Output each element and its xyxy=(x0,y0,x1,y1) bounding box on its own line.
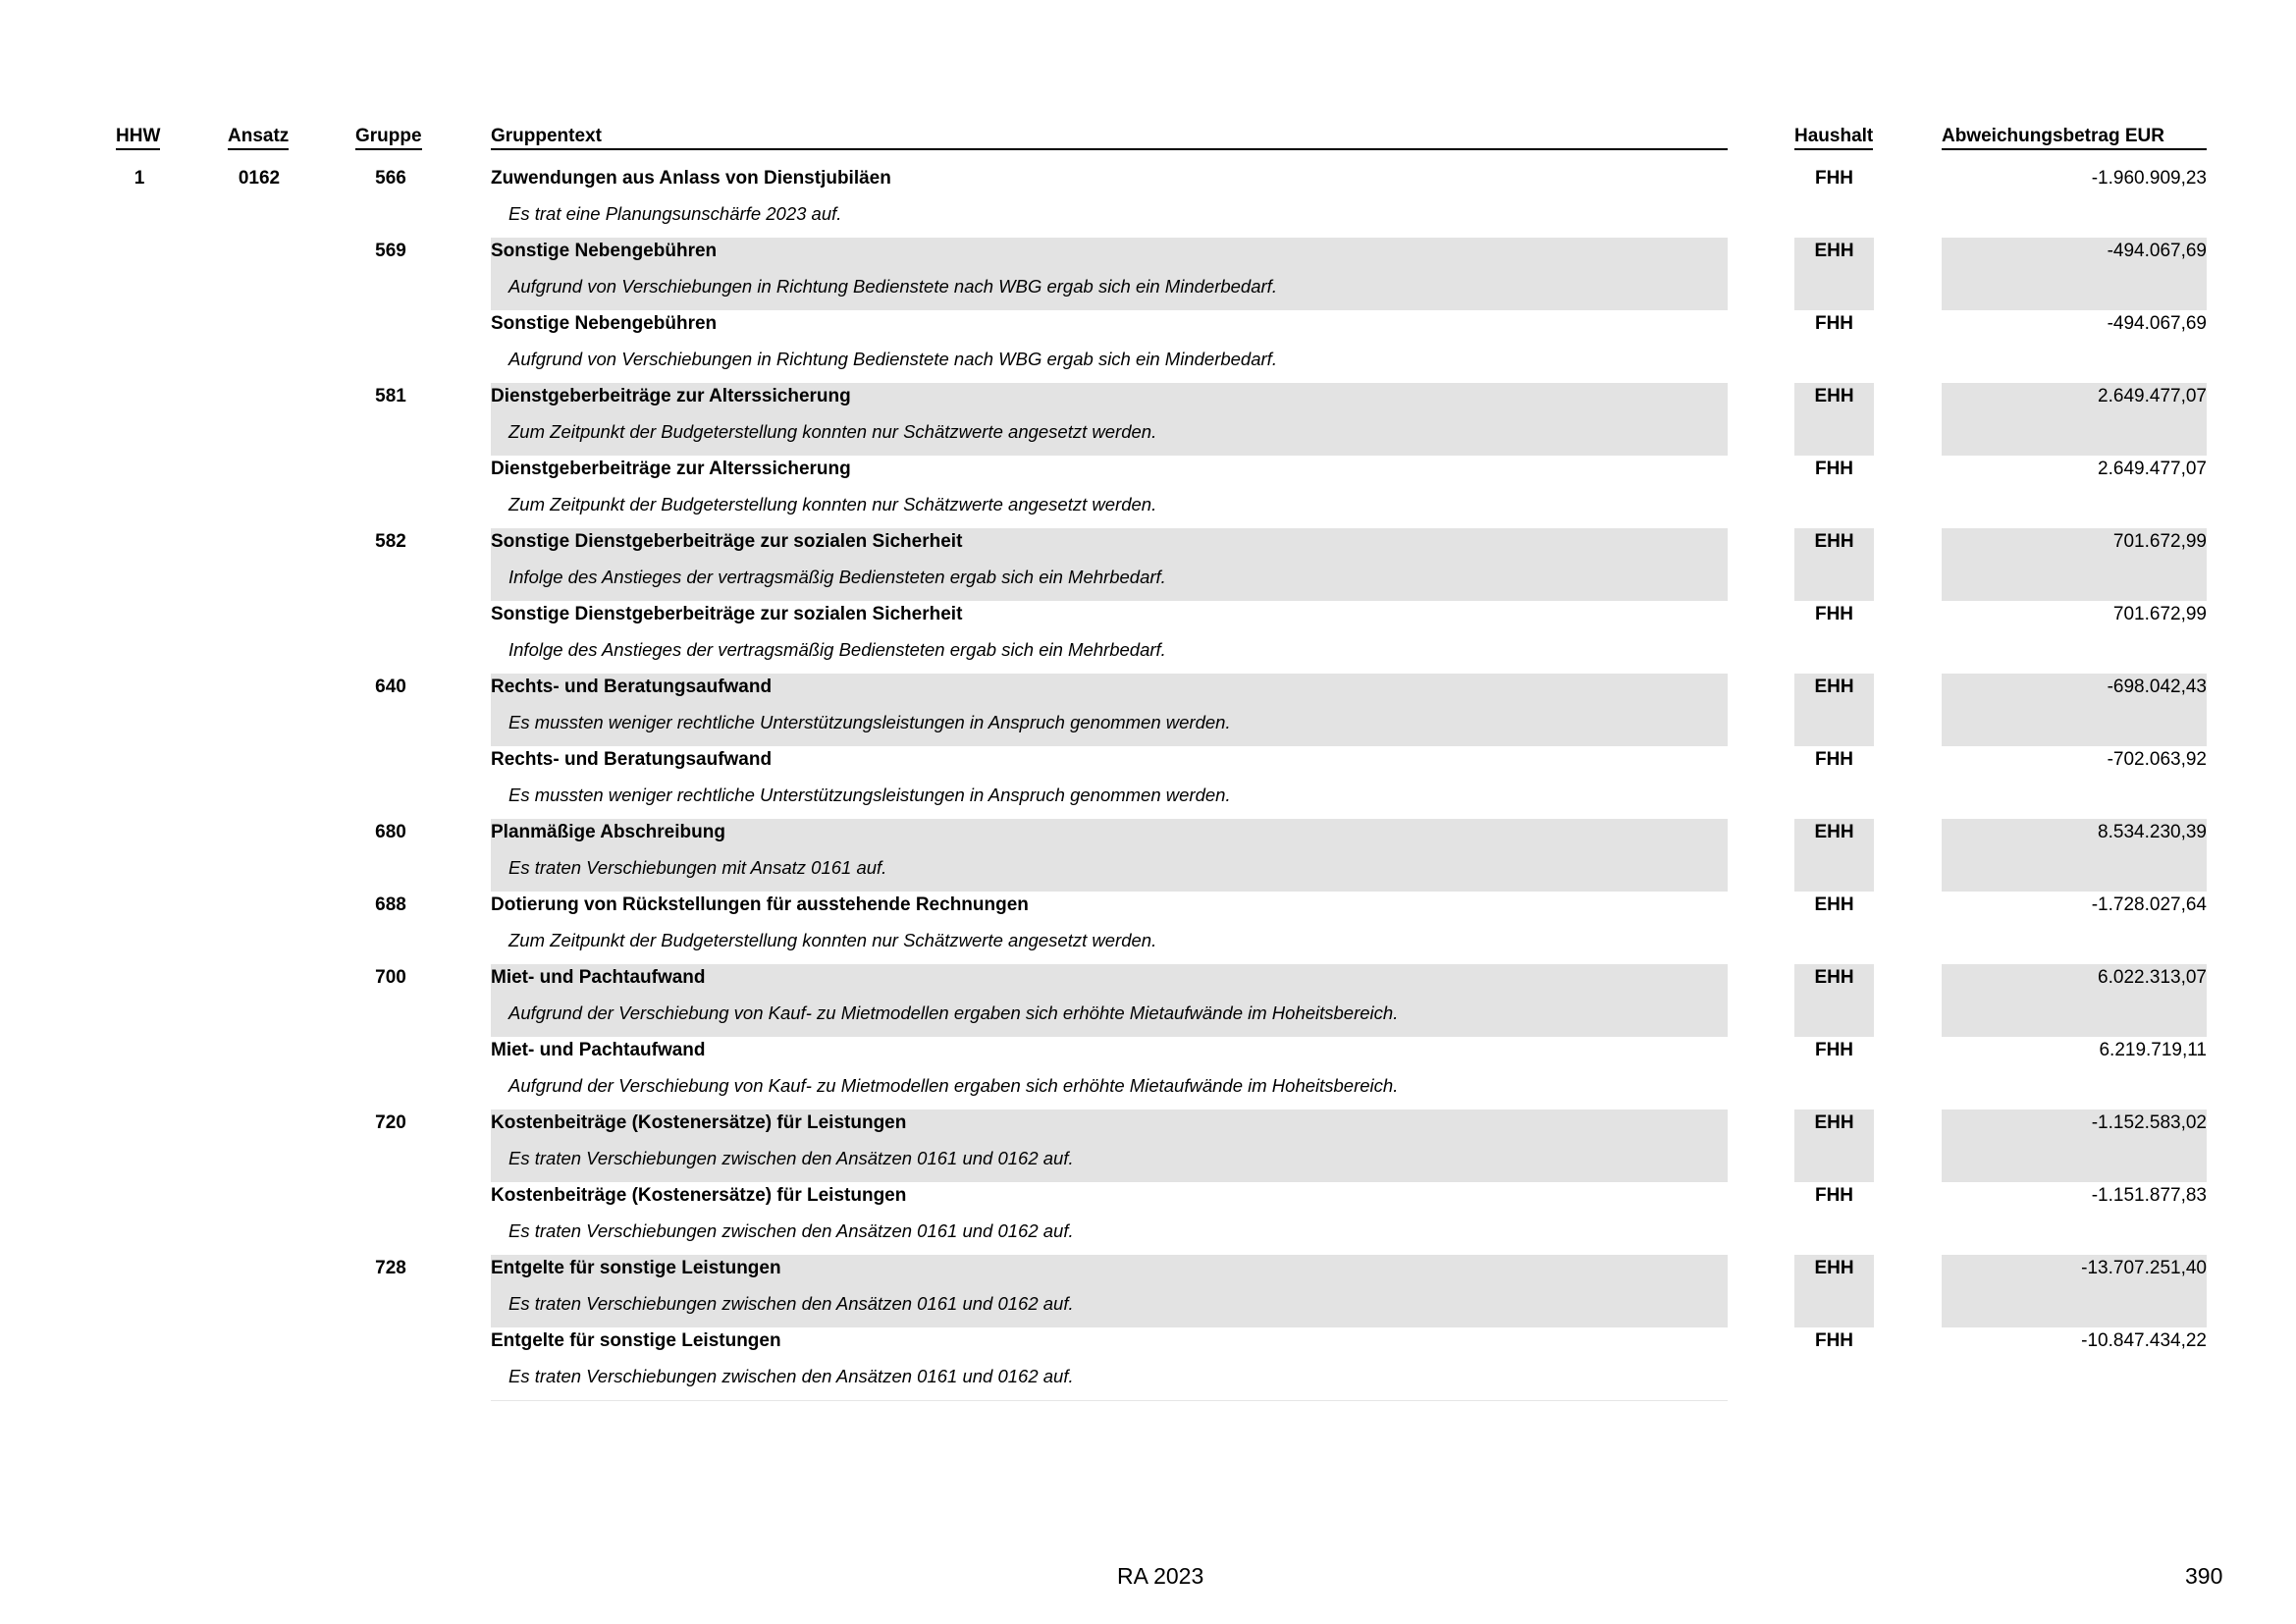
cell-ansatz xyxy=(210,746,308,819)
cell-hhw xyxy=(98,746,181,819)
cell-gruppe: 728 xyxy=(375,1258,406,1278)
cell-abweichungsbetrag: -1.728.027,64 xyxy=(2091,894,2207,915)
cell-ansatz xyxy=(210,674,308,746)
cell-haushalt: EHH xyxy=(1814,1112,1854,1133)
table-row xyxy=(0,601,2296,674)
cell-haushalt: EHH xyxy=(1814,386,1854,406)
cell-gruppe: 566 xyxy=(375,168,406,189)
cell-abweichungsbetrag: -10.847.434,22 xyxy=(2081,1330,2207,1351)
table-end-rule xyxy=(491,1400,1728,1401)
cell-gruppentext: Dienstgeberbeiträge zur Alterssicherung xyxy=(491,386,851,406)
cell-gruppe xyxy=(342,1327,440,1400)
header-hhw: HHW xyxy=(116,126,160,150)
cell-abweichungsbetrag: 6.022.313,07 xyxy=(2098,967,2207,988)
cell-haushalt: EHH xyxy=(1814,241,1854,261)
cell-hhw xyxy=(98,601,181,674)
table-row xyxy=(0,674,2296,746)
cell-explanation: Es mussten weniger rechtliche Unterstützungsleistungen in Anspruch genommen werden. xyxy=(508,785,1231,805)
cell-ansatz xyxy=(210,1110,308,1182)
cell-haushalt: FHH xyxy=(1814,1330,1854,1351)
cell-haushalt: EHH xyxy=(1814,677,1854,697)
cell-abweichungsbetrag: 2.649.477,07 xyxy=(2098,459,2207,479)
cell-gruppe xyxy=(342,310,440,383)
cell-explanation: Es traten Verschiebungen zwischen den Ansätzen 0161 und 0162 auf. xyxy=(508,1293,1074,1314)
cell-hhw: 1 xyxy=(133,168,145,189)
table-row xyxy=(0,238,2296,310)
table-row xyxy=(0,746,2296,819)
cell-gruppentext: Kostenbeiträge (Kostenersätze) für Leistungen xyxy=(491,1112,907,1133)
cell-hhw xyxy=(98,383,181,456)
cell-gruppentext: Sonstige Nebengebühren xyxy=(491,241,718,261)
cell-hhw xyxy=(98,674,181,746)
table-row xyxy=(0,456,2296,528)
cell-explanation: Infolge des Anstieges der vertragsmäßig Bediensteten ergab sich ein Mehrbedarf. xyxy=(508,567,1166,587)
cell-explanation: Es traten Verschiebungen zwischen den Ansätzen 0161 und 0162 auf. xyxy=(508,1220,1074,1241)
cell-explanation: Aufgrund von Verschiebungen in Richtung Bedienstete nach WBG ergab sich ein Minderbedarf. xyxy=(508,276,1277,297)
cell-gruppe xyxy=(342,456,440,528)
cell-gruppentext: Zuwendungen aus Anlass von Dienstjubiläen xyxy=(491,168,891,189)
cell-explanation: Zum Zeitpunkt der Budgeterstellung konnten nur Schätzwerte angesetzt werden. xyxy=(508,930,1157,950)
cell-hhw xyxy=(98,528,181,601)
cell-gruppe: 582 xyxy=(375,531,406,552)
cell-ansatz: 0162 xyxy=(238,168,281,189)
cell-abweichungsbetrag: -1.152.583,02 xyxy=(2091,1112,2207,1133)
cell-ansatz xyxy=(210,819,308,892)
header-ansatz: Ansatz xyxy=(228,126,289,150)
cell-ansatz xyxy=(210,528,308,601)
table-row xyxy=(0,1037,2296,1110)
cell-ansatz xyxy=(210,964,308,1037)
cell-hhw xyxy=(98,1182,181,1255)
cell-abweichungsbetrag: -698.042,43 xyxy=(2107,677,2207,697)
cell-gruppe xyxy=(342,1037,440,1110)
cell-abweichungsbetrag: -13.707.251,40 xyxy=(2081,1258,2207,1278)
table-row xyxy=(0,1110,2296,1182)
cell-haushalt: FHH xyxy=(1814,1185,1854,1206)
cell-ansatz xyxy=(210,1182,308,1255)
cell-abweichungsbetrag: 701.672,99 xyxy=(2112,531,2207,552)
cell-explanation: Es trat eine Planungsunschärfe 2023 auf. xyxy=(508,203,842,224)
cell-explanation: Infolge des Anstieges der vertragsmäßig Bediensteten ergab sich ein Mehrbedarf. xyxy=(508,639,1166,660)
page-number: 390 xyxy=(2185,1563,2223,1589)
cell-abweichungsbetrag: -1.151.877,83 xyxy=(2091,1185,2207,1206)
cell-haushalt: FHH xyxy=(1814,1040,1854,1060)
cell-gruppentext: Rechts- und Beratungsaufwand xyxy=(491,677,773,697)
cell-gruppe: 581 xyxy=(375,386,406,406)
cell-hhw xyxy=(98,1037,181,1110)
cell-ansatz xyxy=(210,383,308,456)
cell-gruppe xyxy=(342,746,440,819)
cell-gruppentext: Rechts- und Beratungsaufwand xyxy=(491,749,773,770)
table-row xyxy=(0,1255,2296,1327)
header-gruppentext: Gruppentext xyxy=(491,126,1728,150)
table-row xyxy=(0,892,2296,964)
cell-gruppentext: Sonstige Dienstgeberbeiträge zur sozialen Sicherheit xyxy=(491,531,963,552)
table-row xyxy=(0,1182,2296,1255)
cell-explanation: Aufgrund der Verschiebung von Kauf- zu Mietmodellen ergaben sich erhöhte Mietaufwände im Hoheitsbereich. xyxy=(508,1075,1399,1096)
cell-gruppe: 640 xyxy=(375,677,406,697)
cell-gruppentext: Kostenbeiträge (Kostenersätze) für Leistungen xyxy=(491,1185,907,1206)
cell-ansatz xyxy=(210,1037,308,1110)
cell-abweichungsbetrag: -1.960.909,23 xyxy=(2091,168,2207,189)
table-row xyxy=(0,819,2296,892)
cell-hhw xyxy=(98,892,181,964)
cell-gruppentext: Sonstige Dienstgeberbeiträge zur sozialen Sicherheit xyxy=(491,604,963,624)
cell-abweichungsbetrag: 6.219.719,11 xyxy=(2099,1040,2207,1060)
cell-haushalt: FHH xyxy=(1814,459,1854,479)
cell-hhw xyxy=(98,238,181,310)
header-abweichungsbetrag: Abweichungsbetrag EUR xyxy=(1942,126,2207,150)
header-gruppe: Gruppe xyxy=(355,126,422,150)
cell-gruppe xyxy=(342,1182,440,1255)
cell-explanation: Es traten Verschiebungen zwischen den Ansätzen 0161 und 0162 auf. xyxy=(508,1366,1074,1386)
table-row xyxy=(0,310,2296,383)
cell-explanation: Zum Zeitpunkt der Budgeterstellung konnten nur Schätzwerte angesetzt werden. xyxy=(508,421,1157,442)
cell-explanation: Es traten Verschiebungen zwischen den Ansätzen 0161 und 0162 auf. xyxy=(508,1148,1074,1168)
cell-gruppentext: Sonstige Nebengebühren xyxy=(491,313,718,334)
cell-hhw xyxy=(98,1255,181,1327)
table-row xyxy=(0,528,2296,601)
cell-gruppentext: Entgelte für sonstige Leistungen xyxy=(491,1258,781,1278)
cell-gruppentext: Dotierung von Rückstellungen für ausstehende Rechnungen xyxy=(491,894,1029,915)
cell-haushalt: EHH xyxy=(1814,822,1854,842)
cell-ansatz xyxy=(210,892,308,964)
cell-gruppe: 720 xyxy=(375,1112,406,1133)
cell-explanation: Aufgrund der Verschiebung von Kauf- zu Mietmodellen ergaben sich erhöhte Mietaufwände im Hoheitsbereich. xyxy=(508,1002,1399,1023)
cell-gruppentext: Miet- und Pachtaufwand xyxy=(491,1040,706,1060)
cell-haushalt: EHH xyxy=(1814,967,1854,988)
cell-hhw xyxy=(98,1110,181,1182)
table-row xyxy=(0,1327,2296,1400)
cell-ansatz xyxy=(210,310,308,383)
cell-abweichungsbetrag: -494.067,69 xyxy=(2107,241,2207,261)
table-row xyxy=(0,383,2296,456)
cell-abweichungsbetrag: 8.534.230,39 xyxy=(2098,822,2207,842)
cell-hhw xyxy=(98,1327,181,1400)
footer-report-title: RA 2023 xyxy=(1117,1563,1204,1589)
cell-hhw xyxy=(98,456,181,528)
cell-abweichungsbetrag: 2.649.477,07 xyxy=(2098,386,2207,406)
cell-haushalt: FHH xyxy=(1814,313,1854,334)
cell-haushalt: FHH xyxy=(1814,749,1854,770)
cell-gruppe: 569 xyxy=(375,241,406,261)
cell-abweichungsbetrag: 701.672,99 xyxy=(2112,604,2207,624)
table-row xyxy=(0,165,2296,238)
cell-haushalt: EHH xyxy=(1814,1258,1854,1278)
cell-hhw xyxy=(98,310,181,383)
cell-explanation: Aufgrund von Verschiebungen in Richtung Bedienstete nach WBG ergab sich ein Minderbedarf. xyxy=(508,349,1277,369)
cell-gruppe: 700 xyxy=(375,967,406,988)
cell-ansatz xyxy=(210,1255,308,1327)
cell-haushalt: FHH xyxy=(1814,168,1854,189)
cell-gruppentext: Planmäßige Abschreibung xyxy=(491,822,725,842)
cell-ansatz xyxy=(210,238,308,310)
cell-abweichungsbetrag: -494.067,69 xyxy=(2107,313,2207,334)
cell-hhw xyxy=(98,819,181,892)
table-row xyxy=(0,964,2296,1037)
cell-ansatz xyxy=(210,456,308,528)
cell-gruppentext: Dienstgeberbeiträge zur Alterssicherung xyxy=(491,459,851,479)
cell-explanation: Es mussten weniger rechtliche Unterstützungsleistungen in Anspruch genommen werden. xyxy=(508,712,1231,732)
cell-haushalt: EHH xyxy=(1814,894,1854,915)
cell-haushalt: FHH xyxy=(1814,604,1854,624)
cell-ansatz xyxy=(210,1327,308,1400)
header-haushalt: Haushalt xyxy=(1794,126,1873,150)
cell-explanation: Es traten Verschiebungen mit Ansatz 0161 auf. xyxy=(508,857,887,878)
cell-gruppentext: Miet- und Pachtaufwand xyxy=(491,967,706,988)
cell-haushalt: EHH xyxy=(1814,531,1854,552)
cell-gruppentext: Entgelte für sonstige Leistungen xyxy=(491,1330,781,1351)
cell-abweichungsbetrag: -702.063,92 xyxy=(2107,749,2207,770)
cell-gruppe: 688 xyxy=(375,894,406,915)
cell-explanation: Zum Zeitpunkt der Budgeterstellung konnten nur Schätzwerte angesetzt werden. xyxy=(508,494,1157,514)
cell-hhw xyxy=(98,964,181,1037)
cell-gruppe xyxy=(342,601,440,674)
cell-gruppe: 680 xyxy=(375,822,406,842)
cell-ansatz xyxy=(210,601,308,674)
